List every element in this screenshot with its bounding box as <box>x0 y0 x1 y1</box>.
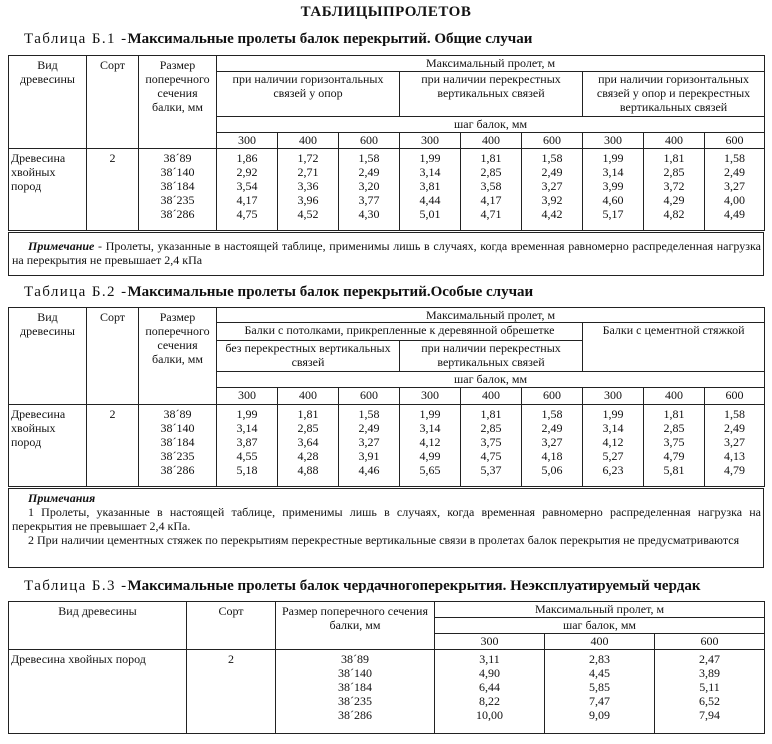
wood-cell: Древесина хвойных пород <box>9 149 87 231</box>
span-value: 2,49 <box>724 165 746 179</box>
span-value: 3,14 <box>602 165 624 179</box>
span-value: 1,58 <box>541 407 563 421</box>
table-b2-caption-prefix: Таблица Б.2 - <box>24 284 128 300</box>
table-b2 <box>8 307 765 487</box>
size-value: 38´89 <box>341 652 369 666</box>
spacing-value: 600 <box>522 388 583 405</box>
span-column <box>217 405 278 487</box>
wood-cell: Древесина хвойных пород <box>9 405 87 487</box>
spacing-value: 600 <box>522 133 583 149</box>
span-value: 4,29 <box>663 193 685 207</box>
table-row <box>9 650 765 734</box>
header-grade: Сорт <box>187 602 276 650</box>
span-value: 4,99 <box>419 449 441 463</box>
span-value: 3,92 <box>541 193 563 207</box>
span-column <box>461 149 522 231</box>
span-column <box>339 405 400 487</box>
grade-cell: 2 <box>87 149 139 231</box>
header-size: Размер поперечного сечения балки, мм <box>139 56 217 149</box>
span-value: 1,58 <box>724 407 746 421</box>
span-value: 2,92 <box>236 165 258 179</box>
span-column <box>217 149 278 231</box>
header-sub-a1: без перекрестных вертикальных связей <box>217 341 400 372</box>
span-value: 3,14 <box>419 421 441 435</box>
span-value: 4,44 <box>419 193 441 207</box>
table-b1-note <box>8 232 764 276</box>
span-value: 3,11 <box>479 652 500 666</box>
header-spacing: шаг балок, мм <box>217 372 765 388</box>
span-value: 3,77 <box>358 193 380 207</box>
span-value: 3,89 <box>699 666 720 680</box>
span-value: 4,30 <box>358 207 380 221</box>
spacing-value: 400 <box>545 634 655 650</box>
table-b1-caption-text: Максимальные пролеты балок перекрытий. Общие случаи <box>127 31 533 47</box>
span-value: 3,75 <box>663 435 685 449</box>
span-value: 5,81 <box>663 463 685 477</box>
size-value: 38´235 <box>338 694 372 708</box>
spacing-value: 400 <box>461 388 522 405</box>
span-value: 4,90 <box>479 666 500 680</box>
wood-cell: Древесина хвойных пород <box>9 650 187 734</box>
spacing-value: 400 <box>278 388 339 405</box>
span-value: 4,79 <box>724 463 746 477</box>
span-value: 1,99 <box>602 151 624 165</box>
span-value: 2,47 <box>699 652 720 666</box>
header-group-1: при наличии горизонтальных связей у опор <box>217 72 400 117</box>
size-value: 38´286 <box>160 463 195 477</box>
page-title: ТАБЛИЦЫПРОЛЕТОВ <box>300 4 472 20</box>
span-column <box>583 405 644 487</box>
span-value: 4,17 <box>480 193 502 207</box>
size-value: 38´89 <box>163 407 192 421</box>
spacing-value: 600 <box>655 634 765 650</box>
span-value: 10,00 <box>476 708 503 722</box>
span-value: 2,49 <box>541 165 563 179</box>
table-b3-caption-text: Максимальные пролеты балок чердачногоперекрытия. Неэксплуатируемый чердак <box>127 578 701 594</box>
span-value: 4,28 <box>297 449 319 463</box>
spacing-value: 300 <box>400 133 461 149</box>
span-column <box>705 149 765 231</box>
note-item: 1 Пролеты, указанные в настоящей таблице, применимы лишь в случаях, когда временная равномерно распределенная нагрузка на перекрытия не превышает 2,4 кПа. <box>12 505 761 533</box>
span-value: 3,75 <box>480 435 502 449</box>
span-value: 1,99 <box>236 407 258 421</box>
span-value: 1,81 <box>297 407 319 421</box>
span-value: 3,14 <box>602 421 624 435</box>
header-wood: Вид древесины <box>9 56 87 149</box>
header-spacing: шаг балок, мм <box>217 117 765 133</box>
size-value: 38´286 <box>160 207 195 221</box>
spacing-value: 600 <box>705 388 765 405</box>
span-value: 4,52 <box>297 207 319 221</box>
span-value: 3,58 <box>480 179 502 193</box>
header-size: Размер поперечного сечения балки, мм <box>139 308 217 405</box>
span-value: 3,14 <box>419 165 441 179</box>
span-value: 2,49 <box>358 165 380 179</box>
span-column <box>705 405 765 487</box>
span-value: 4,79 <box>663 449 685 463</box>
table-b3 <box>8 601 765 734</box>
span-value: 4,46 <box>358 463 380 477</box>
note-item: 2 При наличии цементных стяжек по перекрытиям перекрестные вертикальные связи в пролетах балок перекрытия не предусматриваются <box>28 533 740 547</box>
span-value: 1,58 <box>358 407 380 421</box>
span-value: 4,12 <box>602 435 624 449</box>
span-column <box>339 149 400 231</box>
size-value: 38´286 <box>338 708 372 722</box>
header-wood: Вид древесины <box>9 602 187 650</box>
span-value: 6,44 <box>479 680 500 694</box>
table-b3-caption <box>24 578 700 595</box>
table-b1-caption <box>24 31 532 48</box>
span-value: 3,72 <box>663 179 685 193</box>
span-value: 1,99 <box>419 151 441 165</box>
note-text: - Пролеты, указанные в настоящей таблице, применимы лишь в случаях, когда временная равномерно распределенная нагрузка на перекрытия не превышает 2,4 кПа <box>12 239 761 267</box>
size-value: 38´235 <box>160 449 195 463</box>
span-value: 3,54 <box>236 179 258 193</box>
spacing-value: 300 <box>400 388 461 405</box>
span-value: 1,81 <box>663 151 685 165</box>
span-value: 8,22 <box>479 694 500 708</box>
spacing-value: 400 <box>644 388 705 405</box>
table-b1-caption-prefix: Таблица Б.1 - <box>24 31 128 47</box>
span-value: 4,12 <box>419 435 441 449</box>
span-value: 6,23 <box>602 463 624 477</box>
span-value: 5,01 <box>419 207 441 221</box>
size-cell <box>276 650 435 734</box>
span-value: 4,45 <box>589 666 610 680</box>
span-value: 3,91 <box>358 449 380 463</box>
header-group-2: при наличии перекрестных вертикальных связей <box>400 72 583 117</box>
span-value: 5,17 <box>602 207 624 221</box>
span-value: 1,58 <box>541 151 563 165</box>
span-value: 3,64 <box>297 435 319 449</box>
span-value: 9,09 <box>589 708 610 722</box>
span-column <box>522 149 583 231</box>
header-wood: Вид древесины <box>9 308 87 405</box>
size-value: 38´235 <box>160 193 195 207</box>
size-value: 38´140 <box>160 421 195 435</box>
spacing-value: 300 <box>435 634 545 650</box>
span-column <box>400 405 461 487</box>
span-value: 5,18 <box>236 463 258 477</box>
span-value: 5,85 <box>589 680 610 694</box>
span-value: 3,27 <box>541 435 563 449</box>
note-label: Примечание <box>28 239 95 253</box>
size-value: 38´140 <box>338 666 372 680</box>
span-value: 1,58 <box>724 151 746 165</box>
span-value: 2,85 <box>663 165 685 179</box>
header-span: Максимальный пролет, м <box>435 602 765 618</box>
span-value: 4,75 <box>480 449 502 463</box>
span-value: 5,65 <box>419 463 441 477</box>
size-value: 38´184 <box>338 680 372 694</box>
span-value: 7,94 <box>699 708 720 722</box>
header-group-a: Балки с потолками, прикрепленные к деревянной обрешетке <box>217 323 583 341</box>
header-group-b: Балки с цементной стяжкой <box>583 323 765 372</box>
span-value: 4,71 <box>480 207 502 221</box>
span-value: 4,55 <box>236 449 258 463</box>
span-value: 1,81 <box>480 151 502 165</box>
span-value: 4,13 <box>724 449 746 463</box>
spacing-value: 400 <box>278 133 339 149</box>
span-value: 1,86 <box>236 151 258 165</box>
span-value: 1,99 <box>419 407 441 421</box>
span-value: 2,49 <box>358 421 380 435</box>
span-column <box>644 149 705 231</box>
span-value: 3,27 <box>541 179 563 193</box>
table-b2-note <box>8 488 764 568</box>
size-value: 38´184 <box>160 435 195 449</box>
span-value: 3,20 <box>358 179 380 193</box>
header-group-3: при наличии горизонтальных связей у опор и перекрестных вертикальных связей <box>583 72 765 117</box>
span-value: 2,85 <box>480 421 502 435</box>
span-value: 2,85 <box>663 421 685 435</box>
header-size: Размер поперечного сечения балки, мм <box>276 602 435 650</box>
table-b2-caption <box>24 284 533 301</box>
span-column <box>522 405 583 487</box>
grade-cell: 2 <box>87 405 139 487</box>
span-value: 3,14 <box>236 421 258 435</box>
spacing-value: 300 <box>583 388 644 405</box>
span-value: 3,27 <box>724 179 746 193</box>
span-value: 7,47 <box>589 694 610 708</box>
grade-cell: 2 <box>187 650 276 734</box>
span-value: 5,27 <box>602 449 624 463</box>
spacing-value: 600 <box>705 133 765 149</box>
span-value: 6,52 <box>699 694 720 708</box>
size-value: 38´89 <box>163 151 192 165</box>
span-column <box>583 149 644 231</box>
span-value: 2,71 <box>297 165 319 179</box>
span-value: 4,60 <box>602 193 624 207</box>
spacing-value: 600 <box>339 133 400 149</box>
span-value: 4,88 <box>297 463 319 477</box>
table-row <box>9 149 765 231</box>
span-value: 2,49 <box>541 421 563 435</box>
span-value: 2,85 <box>297 421 319 435</box>
size-cell <box>139 405 217 487</box>
size-value: 38´184 <box>160 179 195 193</box>
spacing-value: 600 <box>339 388 400 405</box>
span-column <box>461 405 522 487</box>
span-value: 4,42 <box>541 207 563 221</box>
spacing-value: 300 <box>217 133 278 149</box>
span-value: 3,36 <box>297 179 319 193</box>
size-cell <box>139 149 217 231</box>
spacing-value: 400 <box>461 133 522 149</box>
span-value: 4,82 <box>663 207 685 221</box>
spacing-value: 300 <box>217 388 278 405</box>
header-sub-a2: при наличии перекрестных вертикальных связей <box>400 341 583 372</box>
span-column <box>644 405 705 487</box>
header-span: Максимальный пролет, м <box>217 56 765 72</box>
span-value: 4,75 <box>236 207 258 221</box>
span-value: 1,72 <box>297 151 319 165</box>
span-value: 2,49 <box>724 421 746 435</box>
header-grade: Сорт <box>87 56 139 149</box>
span-value: 1,99 <box>602 407 624 421</box>
header-grade: Сорт <box>87 308 139 405</box>
span-column <box>435 650 545 734</box>
span-value: 4,49 <box>724 207 746 221</box>
span-value: 2,85 <box>480 165 502 179</box>
table-b3-caption-prefix: Таблица Б.3 - <box>24 578 128 594</box>
span-column <box>400 149 461 231</box>
table-b1 <box>8 55 765 231</box>
span-value: 3,81 <box>419 179 441 193</box>
span-column <box>655 650 765 734</box>
span-value: 2,83 <box>589 652 610 666</box>
span-value: 3,27 <box>358 435 380 449</box>
header-span: Максимальный пролет, м <box>217 308 765 323</box>
span-value: 3,99 <box>602 179 624 193</box>
span-value: 5,06 <box>541 463 563 477</box>
span-value: 4,00 <box>724 193 746 207</box>
span-value: 3,96 <box>297 193 319 207</box>
span-value: 1,58 <box>358 151 380 165</box>
table-row <box>9 405 765 487</box>
span-value: 3,87 <box>236 435 258 449</box>
span-value: 1,81 <box>480 407 502 421</box>
spacing-value: 300 <box>583 133 644 149</box>
table-b2-caption-text: Максимальные пролеты балок перекрытий.Особые случаи <box>127 284 534 300</box>
header-spacing: шаг балок, мм <box>435 618 765 634</box>
span-column <box>278 149 339 231</box>
span-value: 4,17 <box>236 193 258 207</box>
span-value: 5,11 <box>699 680 720 694</box>
note-label: Примечания <box>28 491 96 505</box>
span-value: 4,18 <box>541 449 563 463</box>
spacing-value: 400 <box>644 133 705 149</box>
span-column <box>545 650 655 734</box>
span-value: 3,27 <box>724 435 746 449</box>
span-value: 1,81 <box>663 407 685 421</box>
span-column <box>278 405 339 487</box>
span-value: 5,37 <box>480 463 502 477</box>
size-value: 38´140 <box>160 165 195 179</box>
